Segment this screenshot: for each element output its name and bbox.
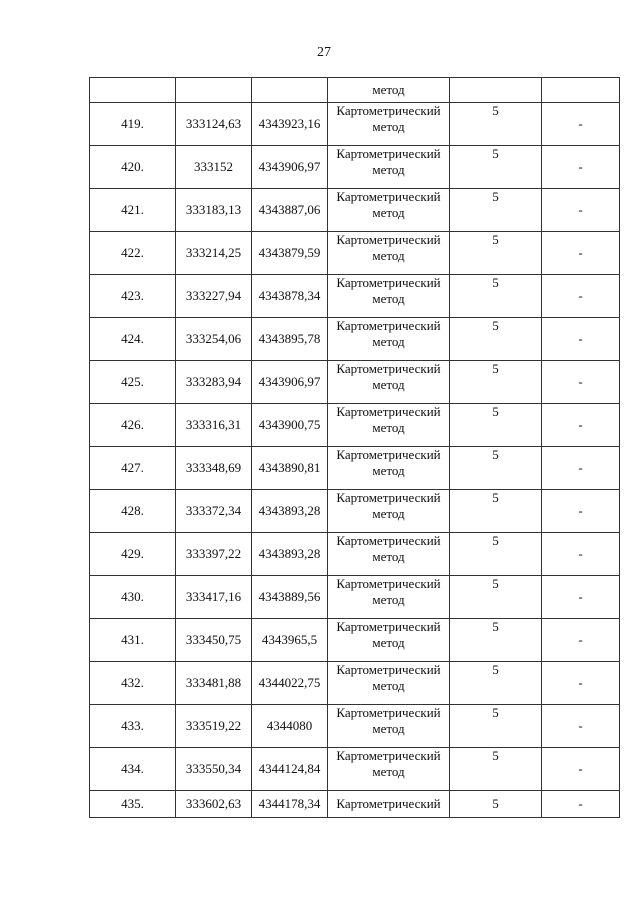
coord-y	[252, 232, 328, 275]
accuracy	[450, 146, 542, 189]
row-x: 333227,94	[185, 288, 242, 303]
note	[542, 705, 620, 748]
coord-y	[252, 447, 328, 490]
method	[328, 404, 450, 447]
row-note: -	[578, 761, 583, 776]
row-accuracy: 5	[492, 705, 499, 720]
accuracy	[450, 748, 542, 791]
row-x: 333519,22	[185, 718, 242, 733]
row-num: 429.	[121, 546, 144, 561]
row-method-line2: метод	[372, 721, 405, 736]
row-note: -	[578, 589, 583, 604]
accuracy	[450, 662, 542, 705]
cell-accuracy	[450, 78, 542, 103]
row-y: 4343878,34	[258, 288, 321, 303]
coord-y	[252, 146, 328, 189]
note	[542, 619, 620, 662]
row-y: 4343893,28	[258, 503, 321, 518]
note	[542, 275, 620, 318]
point-number	[90, 447, 176, 490]
accuracy	[450, 318, 542, 361]
method	[328, 275, 450, 318]
coord-y	[252, 705, 328, 748]
row-method-line1: Картометрический	[336, 447, 441, 462]
note	[542, 361, 620, 404]
row-accuracy: 5	[492, 447, 499, 462]
method	[328, 748, 450, 791]
coord-y	[252, 490, 328, 533]
row-method-line2: метод	[372, 119, 405, 134]
row-method-line2: метод	[372, 420, 405, 435]
accuracy	[450, 404, 542, 447]
coord-x	[176, 361, 252, 404]
note	[542, 404, 620, 447]
coord-x	[176, 533, 252, 576]
row-method-line1: Картометрический	[336, 662, 441, 677]
point-number	[90, 705, 176, 748]
row-method-line1: Картометрический	[336, 189, 441, 204]
row-note: -	[578, 675, 583, 690]
row-note: -	[578, 159, 583, 174]
accuracy	[450, 447, 542, 490]
accuracy	[450, 490, 542, 533]
row-num: 426.	[121, 417, 144, 432]
coord-x	[176, 146, 252, 189]
last-accuracy: 5	[450, 791, 542, 818]
row-num: 424.	[121, 331, 144, 346]
row-note: -	[578, 288, 583, 303]
method	[328, 705, 450, 748]
table-row	[90, 232, 620, 275]
page-number: 27	[317, 45, 331, 60]
last-y: 4344178,34	[252, 791, 328, 818]
last-note: -	[542, 791, 620, 818]
coord-y	[252, 662, 328, 705]
row-x: 333481,88	[185, 675, 242, 690]
row-method-line2: метод	[372, 678, 405, 693]
table-row	[90, 318, 620, 361]
point-number	[90, 404, 176, 447]
coord-y	[252, 576, 328, 619]
row-method-line2: метод	[372, 291, 405, 306]
row-note: -	[578, 116, 583, 131]
coord-x	[176, 447, 252, 490]
row-method-line1: Картометрический	[336, 705, 441, 720]
row-method-line1: Картометрический	[336, 146, 441, 161]
row-method-line2: метод	[372, 205, 405, 220]
coord-x	[176, 404, 252, 447]
row-y: 4343889,56	[258, 589, 321, 604]
accuracy	[450, 361, 542, 404]
row-method-line2: метод	[372, 377, 405, 392]
row-y: 4343923,16	[258, 116, 321, 131]
row-x: 333283,94	[185, 374, 242, 389]
table-row	[90, 275, 620, 318]
coord-y	[252, 189, 328, 232]
row-accuracy: 5	[492, 232, 499, 247]
row-note: -	[578, 202, 583, 217]
note	[542, 146, 620, 189]
row-accuracy: 5	[492, 103, 499, 118]
coord-y	[252, 361, 328, 404]
cell-note	[542, 78, 620, 103]
row-accuracy: 5	[492, 619, 499, 634]
row-num: 425.	[121, 374, 144, 389]
method	[328, 232, 450, 275]
row-method-line1: Картометрический	[336, 232, 441, 247]
table-row	[90, 533, 620, 576]
table-row	[90, 103, 620, 146]
point-number	[90, 490, 176, 533]
note	[542, 447, 620, 490]
table-row	[90, 146, 620, 189]
row-y: 4343900,75	[258, 417, 321, 432]
accuracy	[450, 576, 542, 619]
row-x: 333183,13	[185, 202, 242, 217]
row-method-line1: Картометрический	[336, 361, 441, 376]
coord-y	[252, 318, 328, 361]
method	[328, 361, 450, 404]
accuracy	[450, 275, 542, 318]
row-accuracy: 5	[492, 189, 499, 204]
coord-x	[176, 662, 252, 705]
note	[542, 490, 620, 533]
row-note: -	[578, 245, 583, 260]
row-y: 4343965,5	[261, 632, 318, 647]
last-num: 435.	[90, 791, 176, 818]
row-y: 4343887,06	[258, 202, 321, 217]
row-num: 428.	[121, 503, 144, 518]
row-method-line1: Картометрический	[336, 318, 441, 333]
row-note: -	[578, 503, 583, 518]
coord-y	[252, 275, 328, 318]
row-y: 4343906,97	[258, 374, 321, 389]
row-note: -	[578, 331, 583, 346]
row-method-line1: Картометрический	[336, 490, 441, 505]
coord-x	[176, 103, 252, 146]
method	[328, 576, 450, 619]
row-num: 430.	[121, 589, 144, 604]
method	[328, 619, 450, 662]
row-y: 4344022,75	[258, 675, 321, 690]
row-accuracy: 5	[492, 361, 499, 376]
note	[542, 533, 620, 576]
accuracy	[450, 619, 542, 662]
row-method-line2: метод	[372, 506, 405, 521]
table-row	[90, 619, 620, 662]
table-row	[90, 404, 620, 447]
row-note: -	[578, 417, 583, 432]
note	[542, 576, 620, 619]
row-y: 4343895,78	[258, 331, 321, 346]
coord-x	[176, 748, 252, 791]
point-number	[90, 619, 176, 662]
coord-y	[252, 748, 328, 791]
table-row-last	[90, 791, 620, 818]
row-x: 333214,25	[185, 245, 242, 260]
row-num: 420.	[121, 159, 144, 174]
table-row	[90, 705, 620, 748]
row-accuracy: 5	[492, 404, 499, 419]
cell-y	[252, 78, 328, 103]
row-method-line1: Картометрический	[336, 404, 441, 419]
table-row	[90, 490, 620, 533]
method	[328, 146, 450, 189]
row-y: 4344080	[266, 718, 313, 733]
row-y: 4343906,97	[258, 159, 321, 174]
row-method-line2: метод	[372, 592, 405, 607]
row-x: 333450,75	[185, 632, 242, 647]
row-x: 333417,16	[185, 589, 242, 604]
point-number	[90, 189, 176, 232]
coord-x	[176, 232, 252, 275]
note	[542, 189, 620, 232]
method	[328, 189, 450, 232]
row-accuracy: 5	[492, 748, 499, 763]
row-method-line1: Картометрический	[336, 576, 441, 591]
table-row	[90, 662, 620, 705]
row-method-line2: метод	[372, 248, 405, 263]
table-row	[90, 748, 620, 791]
row-accuracy: 5	[492, 533, 499, 548]
note	[542, 748, 620, 791]
note	[542, 662, 620, 705]
row-accuracy: 5	[492, 662, 499, 677]
coord-x	[176, 705, 252, 748]
row-num: 431.	[121, 632, 144, 647]
method	[328, 103, 450, 146]
cell-x	[176, 78, 252, 103]
method	[328, 490, 450, 533]
row-note: -	[578, 718, 583, 733]
coord-x	[176, 619, 252, 662]
row-method-line1: Картометрический	[336, 619, 441, 634]
point-number	[90, 318, 176, 361]
coord-y	[252, 533, 328, 576]
row-accuracy: 5	[492, 275, 499, 290]
row-method-line2: метод	[372, 635, 405, 650]
row-note: -	[578, 460, 583, 475]
point-number	[90, 576, 176, 619]
coord-x	[176, 189, 252, 232]
row-accuracy: 5	[492, 576, 499, 591]
row-note: -	[578, 632, 583, 647]
accuracy	[450, 232, 542, 275]
row-x: 333152	[194, 159, 233, 174]
row-num: 423.	[121, 288, 144, 303]
row-x: 333124,63	[185, 116, 242, 131]
row-num: 419.	[121, 116, 144, 131]
method	[328, 447, 450, 490]
coord-y	[252, 619, 328, 662]
row-num: 433.	[121, 718, 144, 733]
cell-method: метод	[328, 78, 450, 103]
row-x: 333348,69	[185, 460, 242, 475]
table-row	[90, 447, 620, 490]
row-num: 427.	[121, 460, 144, 475]
row-num: 422.	[121, 245, 144, 260]
coord-x	[176, 318, 252, 361]
point-number	[90, 146, 176, 189]
last-x: 333602,63	[176, 791, 252, 818]
row-method-line1: Картометрический	[336, 103, 441, 118]
row-method-line1: Картометрический	[336, 748, 441, 763]
row-accuracy: 5	[492, 490, 499, 505]
accuracy	[450, 533, 542, 576]
row-x: 333316,31	[185, 417, 242, 432]
note	[542, 103, 620, 146]
row-method-line2: метод	[372, 162, 405, 177]
row-method-line1: Картометрический	[336, 533, 441, 548]
row-accuracy: 5	[492, 146, 499, 161]
row-method-line2: метод	[372, 463, 405, 478]
row-method-line1: Картометрический	[336, 275, 441, 290]
row-num: 432.	[121, 675, 144, 690]
coord-x	[176, 275, 252, 318]
row-method-line2: метод	[372, 764, 405, 779]
coord-x	[176, 576, 252, 619]
method	[328, 318, 450, 361]
point-number	[90, 748, 176, 791]
method	[328, 533, 450, 576]
row-y: 4343893,28	[258, 546, 321, 561]
note	[542, 318, 620, 361]
point-number	[90, 662, 176, 705]
table-row-continued	[90, 78, 620, 103]
row-method-line2: метод	[372, 334, 405, 349]
point-number	[90, 533, 176, 576]
row-x: 333254,06	[185, 331, 242, 346]
method	[328, 662, 450, 705]
row-note: -	[578, 546, 583, 561]
row-y: 4343890,81	[258, 460, 321, 475]
row-accuracy: 5	[492, 318, 499, 333]
coord-y	[252, 404, 328, 447]
point-number	[90, 232, 176, 275]
table-row	[90, 361, 620, 404]
row-y: 4344124,84	[258, 761, 321, 776]
last-method: Картометрический	[328, 791, 450, 818]
coord-x	[176, 490, 252, 533]
row-y: 4343879,59	[258, 245, 321, 260]
point-number	[90, 103, 176, 146]
row-x: 333397,22	[185, 546, 242, 561]
row-num: 421.	[121, 202, 144, 217]
accuracy	[450, 189, 542, 232]
table-row	[90, 576, 620, 619]
row-x: 333372,34	[185, 503, 242, 518]
point-number	[90, 275, 176, 318]
row-x: 333550,34	[185, 761, 242, 776]
row-note: -	[578, 374, 583, 389]
point-number	[90, 361, 176, 404]
accuracy	[450, 705, 542, 748]
coordinates-table	[89, 77, 620, 818]
cell-num	[90, 78, 176, 103]
row-method-line2: метод	[372, 549, 405, 564]
accuracy	[450, 103, 542, 146]
coord-y	[252, 103, 328, 146]
row-num: 434.	[121, 761, 144, 776]
table-row	[90, 189, 620, 232]
note	[542, 232, 620, 275]
